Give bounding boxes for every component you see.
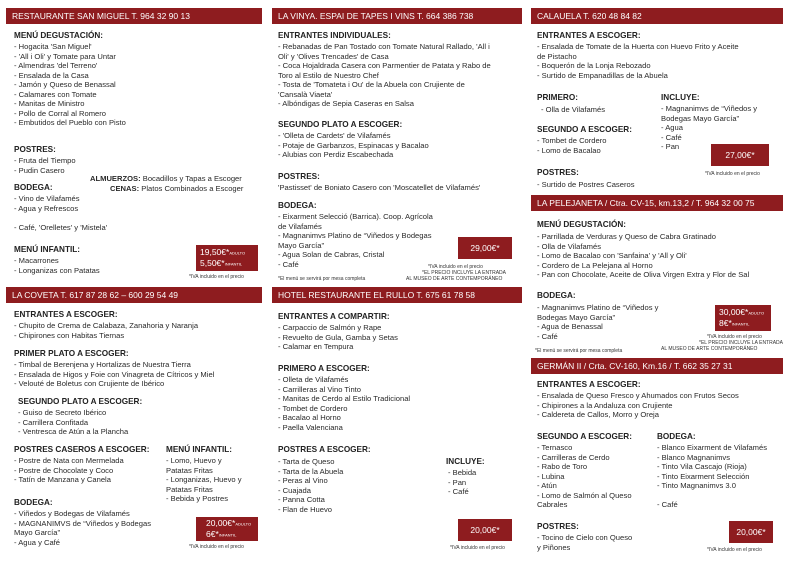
iva-note: *IVA incluido en el precio (450, 545, 505, 551)
list-item: - Tombet de Cordero (537, 136, 607, 145)
section-title: MENÚ INFANTIL: (14, 245, 80, 254)
postres-list (14, 456, 124, 485)
list-item: y Piñones (537, 542, 571, 552)
list-item: - Lomo de Bacalao con 'Sanfaina' y 'All y Oli' (537, 251, 687, 260)
list-item: - Potaje de Garbanzos, Espinacas y Bacalao (278, 140, 429, 150)
bodega-list (14, 194, 107, 232)
list-item: - Caldereta de Callos, Morro y Oreja (537, 410, 659, 419)
panel-calauela (531, 8, 783, 194)
list-item: Cabrales (537, 500, 568, 509)
museum-note-2: AL MUSEO DE ARTE CONTEMPORÁNEO (661, 346, 758, 352)
list-item: - Café, 'Orelletes' y 'Mistela' (14, 222, 108, 232)
section-title: BODEGA: (278, 201, 317, 210)
panel-german-ii (531, 358, 783, 557)
price-badge (196, 245, 258, 271)
list-item: - Lomo de Bacalao (537, 145, 601, 155)
section-title: BODEGA: (14, 498, 53, 507)
list-item: - Surtido de Postres Caseros (537, 180, 635, 189)
section-title: SEGUNDO PLATO A ESCOGER: (278, 120, 403, 129)
panel-header: LA COVETA T. 617 87 28 62 – 600 29 54 49 (6, 287, 262, 303)
list-item: - Agua y Café (14, 537, 61, 547)
section-title: ENTRANTES INDIVIDUALES: (278, 31, 391, 40)
panel-header: RESTAURANTE SAN MIGUEL T. 964 32 90 13 (6, 8, 262, 24)
price-badge (715, 305, 771, 331)
section-title: MENÚ INFANTIL: (166, 445, 232, 454)
section-title: INCLUYE: (661, 93, 700, 102)
list-item: - Surtido de Empanadillas de la Abuela (537, 70, 668, 80)
postres-list (278, 183, 480, 193)
service-note: *El menú se servirá por mesa completa (535, 348, 623, 354)
list-item: - Postre de Chocolate y Coco (14, 465, 114, 475)
list-item: Mayo García” (14, 528, 60, 537)
price-child-note: INFANTIL (224, 261, 243, 267)
iva-note: *IVA incluido en el precio (428, 264, 483, 270)
list-item: - Alubias con Perdiz Escabechada (278, 150, 394, 159)
infantil-list (14, 256, 100, 275)
section-title: BODEGA: (14, 183, 53, 192)
section-title: POSTRES: (537, 168, 579, 177)
section-title: ENTRANTES A COMPARTIR: (278, 312, 390, 321)
price-badge (196, 517, 258, 541)
list-item: - Olleta de Vilafamés (278, 375, 349, 384)
list-item: - Carrillera Confitada (18, 417, 89, 427)
section-title: ENTRANTES A ESCOGER: (14, 310, 118, 319)
price-child-note: INFANTIL (731, 321, 750, 327)
section-title: PRIMER PLATO A ESCOGER: (14, 349, 129, 358)
panel-la-vinya (272, 8, 522, 284)
list-item: - Manitas de Cerdo al Estilo Tradicional (278, 394, 411, 403)
list-item: - Panna Cotta (278, 495, 325, 504)
list-item: - Café (278, 259, 299, 269)
price-badge: 20,00€* (458, 519, 512, 541)
list-item: - Ternasco (537, 443, 573, 452)
list-item: - Velouté de Boletus con Crujiente de Ibérico (14, 379, 165, 388)
section-title: BODEGA: (537, 291, 576, 300)
list-item: - Rabo de Toro (537, 462, 588, 471)
panel-header: GERMÁN II / Crta. CV-160, Km.16 / T. 662 35 27 31 (531, 358, 783, 374)
list-item: - Eixarment Selecció (Barrica). Coop. Agrícola (278, 212, 433, 221)
list-item: - Lomo de Salmón al Queso (537, 490, 632, 500)
list-item: - Calamares con Tomate (14, 89, 97, 99)
list-item: - Café (657, 500, 678, 509)
panel-san-miguel (6, 8, 262, 284)
museum-note: *EL PRECIO INCLUYE LA ENTRADA (422, 270, 507, 276)
panel-header: HOTEL RESTAURANTE EL RULLO T. 675 61 78 58 (272, 287, 522, 303)
postres-list (537, 533, 632, 552)
postres-list (278, 457, 343, 514)
bodega-list (278, 212, 433, 269)
iva-note: *IVA incluido en el precio (189, 544, 244, 550)
panel-header: LA VINYA. ESPAI DE TAPES I VINS T. 664 386 738 (272, 8, 522, 24)
list-item: - Pan con Chocolate, Aceite de Oliva Virgen Extra y Flor de Sal (537, 270, 750, 279)
service-note: *El menú se servirá por mesa completa (278, 276, 366, 282)
segundo-list (18, 408, 128, 437)
section-title: PRIMERO: (537, 93, 578, 102)
list-item: - Magnanimvs de “Viñedos y (661, 104, 758, 113)
segundo-list (537, 443, 632, 510)
section-title: INCLUYE: (446, 457, 485, 466)
list-item: - Jamón y Queso de Benassal (14, 80, 116, 89)
list-item: - Tocino de Cielo con Queso (537, 533, 633, 542)
panel-la-pelejaneta (531, 195, 783, 357)
list-item: - Café (661, 132, 682, 142)
list-item: - Peras al Vino (278, 476, 328, 485)
list-item: - Bebida (448, 468, 477, 477)
bodega-list (537, 303, 658, 341)
list-item: - MAGNANIMVS de “Viñedos y Bodegas (14, 518, 152, 528)
price-child: 6€* (206, 529, 219, 540)
entrantes-list (278, 42, 491, 109)
almuerzos-line (90, 174, 242, 183)
list-item: - 'Olleta de Cardets' de Vilafamés (278, 131, 391, 140)
entrantes-list (14, 321, 198, 340)
list-item: - Agua Solan de Cabras, Cristal (278, 250, 385, 259)
list-item: - Cordero de La Pelejana al Horno (537, 260, 653, 270)
iva-note: *IVA incluido en el precio (189, 274, 244, 280)
postres-list (537, 180, 635, 190)
list-item: - Tinto Vila Cascajo (Rioja) (657, 462, 747, 471)
list-item: - Ventresca de Atún a la Plancha (18, 427, 129, 436)
section-title: MENÚ DEGUSTACIÓN: (14, 31, 103, 40)
price-child: 8€* (719, 318, 732, 329)
list-item: Toro al Estilo de Nuestro Chef (278, 70, 379, 80)
price-child-note: INFANTIL (218, 532, 237, 538)
list-item: Oli' y 'Olives Trencades' de Casa (278, 51, 389, 61)
list-item: - Tombet de Cordero (278, 403, 348, 413)
list-item: - Longanizas, Huevo y (166, 475, 242, 484)
museum-note-2: AL MUSEO DE ARTE CONTEMPORÁNEO (406, 276, 503, 282)
almuerzos-text: Bocadillos y Tapas a Escoger (142, 174, 242, 183)
bodega-list (14, 509, 151, 547)
list-item: - Ensalada de Queso Fresco y Ahumados con Frutos Secos (537, 391, 739, 400)
list-item: - Ensalada de Higos y Foie con Vinagreta de Cítricos y Miel (14, 369, 215, 379)
section-title: POSTRES A ESCOGER: (278, 445, 371, 454)
iva-note: *IVA incluido en el precio (707, 334, 762, 340)
list-item: - Carrilleras de Cerdo (537, 452, 610, 462)
list-item: - Magnanimvs Platino de “Viñedos y Bodegas (278, 231, 432, 240)
list-item: - Pan (661, 142, 680, 151)
menu-item-list (537, 232, 749, 280)
list-item: - Agua de Benassal (537, 322, 603, 331)
section-title: SEGUNDO A ESCOGER: (537, 125, 632, 134)
list-item: - Carrilleras al Vino Tinto (278, 384, 362, 394)
list-item: - Macarrones (14, 256, 59, 265)
list-item: Bodegas Mayo García” (537, 312, 616, 322)
list-item: - Revuelto de Gula, Gamba y Setas (278, 332, 398, 342)
list-item: - Guiso de Secreto Ibérico (18, 408, 107, 417)
bodega-list (657, 443, 767, 510)
panel-header: LA PELEJANETA / Ctra. CV-15, km.13,2 / T. 964 32 00 75 (531, 195, 783, 211)
list-item: - Chupito de Crema de Calabaza, Zanahoria y Naranja (14, 321, 199, 330)
section-title: POSTRES CASEROS A ESCOGER: (14, 445, 150, 454)
section-title: POSTRES: (537, 522, 579, 531)
list-item: - Postre de Nata con Mermelada (14, 456, 124, 465)
entrantes-list (537, 42, 739, 80)
list-item: - Blanco Eixarment de Vilafamés (657, 443, 768, 452)
list-item: - Café (448, 487, 469, 496)
list-item: - Pudin Casero (14, 165, 65, 175)
list-item: - Coca Hojaldrada Casera con Parmentier de Patata y Rabo de (278, 61, 491, 70)
list-item: Bodegas Mayo García” (661, 113, 740, 123)
list-item: - Olla de Vilafamés (541, 105, 606, 114)
list-item: - Bebida y Postres (166, 494, 229, 503)
iva-note: *IVA incluido en el precio (707, 547, 762, 553)
list-item: - Hogacita 'San Miguel' (14, 42, 92, 51)
section-title: SEGUNDO A ESCOGER: (537, 432, 632, 441)
list-item: - Atún (537, 481, 557, 490)
cenas-text: Platos Combinados a Escoger (141, 184, 244, 193)
panel-la-coveta (6, 287, 262, 557)
list-item: - Chipirones a la Andaluza con Crujiente (537, 400, 673, 410)
segundo-list (278, 131, 429, 160)
list-item: - Lubina (537, 471, 565, 481)
list-item: - Tinto Magnanimvs 3.0 (657, 481, 736, 490)
section-title: PRIMERO A ESCOGER: (278, 364, 370, 373)
list-item: - Boquerón de la Lonja Rebozado (537, 61, 651, 70)
postres-list (14, 156, 76, 175)
price-badge: 27,00€* (711, 144, 769, 166)
list-item: - Bacalao al Horno (278, 413, 341, 422)
price-badge: 20,00€* (729, 521, 773, 543)
list-item: - Tarta de la Abuela (278, 466, 344, 476)
section-title: MENÚ DEGUSTACIÓN: (537, 220, 626, 229)
infantil-list (166, 456, 242, 504)
price-badge: 29,00€* (458, 237, 512, 259)
list-item: - Paella Valenciana (278, 422, 343, 432)
list-item: - Fruta del Tiempo (14, 156, 76, 165)
list-item: - Carpaccio de Salmón y Rape (278, 323, 382, 332)
price-adult: 30,00€* (719, 307, 749, 317)
primero-list (541, 105, 605, 115)
list-item: - Cuajada (278, 485, 311, 495)
almuerzos-label: ALMUERZOS: (90, 174, 141, 183)
list-item: - Pollo de Corral al Romero (14, 108, 107, 118)
list-item: - Pan (448, 477, 467, 487)
list-item: - Longanizas con Patatas (14, 265, 100, 275)
list-item: - Parrillada de Verduras y Queso de Cabra Gratinado (537, 232, 716, 241)
list-item: - Agua y Refrescos (14, 203, 79, 213)
list-item: - Lomo, Huevo y (166, 456, 222, 465)
entrantes-list (278, 323, 398, 352)
list-item: de Vilafamés (278, 221, 322, 231)
list-item: - Vino de Vilafamés (14, 194, 80, 203)
list-item: - Almendras 'del Terreno' (14, 61, 98, 70)
section-title: BODEGA: (657, 432, 696, 441)
price-adult-note: ADULTO (748, 310, 765, 316)
list-item: - Tosta de 'Tomateta i Ou' de la Abuela con Crujiente de (278, 80, 465, 89)
panel-header: CALAUELA T. 620 48 84 82 (531, 8, 783, 24)
list-item: - Albóndigas de Sepia Caseras en Salsa (278, 99, 414, 108)
museum-note: *EL PRECIO INCLUYE LA ENTRADA (699, 340, 784, 346)
list-item: - Chipirones con Habitas Tiernas (14, 330, 125, 340)
list-item: - Flan de Huevo (278, 504, 333, 514)
primero-list (278, 375, 410, 432)
list-item: - Agua (661, 123, 683, 132)
list-item: 'Cansalà Viaeta' (278, 89, 333, 99)
cenas-line (110, 184, 243, 193)
iva-note: *IVA incluido en el precio (705, 171, 760, 177)
section-title: POSTRES: (14, 145, 56, 154)
list-item: - Tinto Eixarment Selección (657, 471, 750, 481)
section-title: ENTRANTES A ESCOGER: (537, 31, 641, 40)
list-item: Mayo García” (278, 240, 324, 250)
menu-item-list (14, 42, 126, 128)
price-adult: 19,50€* (200, 247, 230, 257)
list-item (14, 213, 107, 223)
primer-list (14, 360, 214, 389)
list-item: - Calamar en Tempura (278, 342, 354, 351)
entrantes-list (537, 391, 739, 420)
list-item: de Pistacho (537, 51, 577, 61)
price-child: 5,50€* (200, 258, 225, 269)
list-item: - 'All i Oli' y Tomate para Untar (14, 51, 116, 61)
section-title: ENTRANTES A ESCOGER: (537, 380, 641, 389)
list-item: - Ensalada de la Casa (14, 70, 89, 80)
list-item: - Magnanimvs Platino de “Viñedos y (537, 303, 659, 312)
list-item: - Olla de Vilafamés (537, 241, 602, 251)
segundo-list (537, 136, 607, 155)
list-item: - Café (537, 331, 558, 341)
list-item: - Timbal de Berenjena y Hortalizas de Nuestra Tierra (14, 360, 191, 369)
list-item: - Tatín de Manzana y Canela (14, 475, 111, 484)
section-title: POSTRES: (278, 172, 320, 181)
list-item: Patatas Fritas (166, 465, 213, 475)
price-adult-note: ADULTO (235, 521, 252, 527)
list-item: 'Pastisset' de Boniato Casero con 'Moscatellet de Vilafamés' (278, 183, 481, 192)
price-adult: 20,00€* (206, 518, 236, 528)
price-adult-note: ADULTO (229, 250, 246, 256)
list-item: - Ensalada de Tomate de la Huerta con Huevo Frito y Aceite (537, 42, 739, 51)
panel-el-rullo (272, 287, 522, 557)
list-item: - Rebanadas de Pan Tostado con Tomate Natural Rallado, 'All i (278, 42, 490, 51)
list-item: - Tarta de Queso (278, 457, 335, 466)
cenas-label: CENAS: (110, 184, 140, 193)
list-item (657, 491, 767, 501)
list-item: - Blanco Magnanimvs (657, 452, 731, 462)
section-title: SEGUNDO PLATO A ESCOGER: (18, 397, 143, 406)
list-item: - Embutidos del Pueblo con Pisto (14, 118, 126, 127)
list-item: - Viñedos y Bodegas de Vilafamés (14, 509, 130, 518)
list-item: Patatas Fritas (166, 484, 213, 494)
incluye-list (448, 468, 476, 497)
list-item: - Manitas de Ministro (14, 99, 85, 108)
